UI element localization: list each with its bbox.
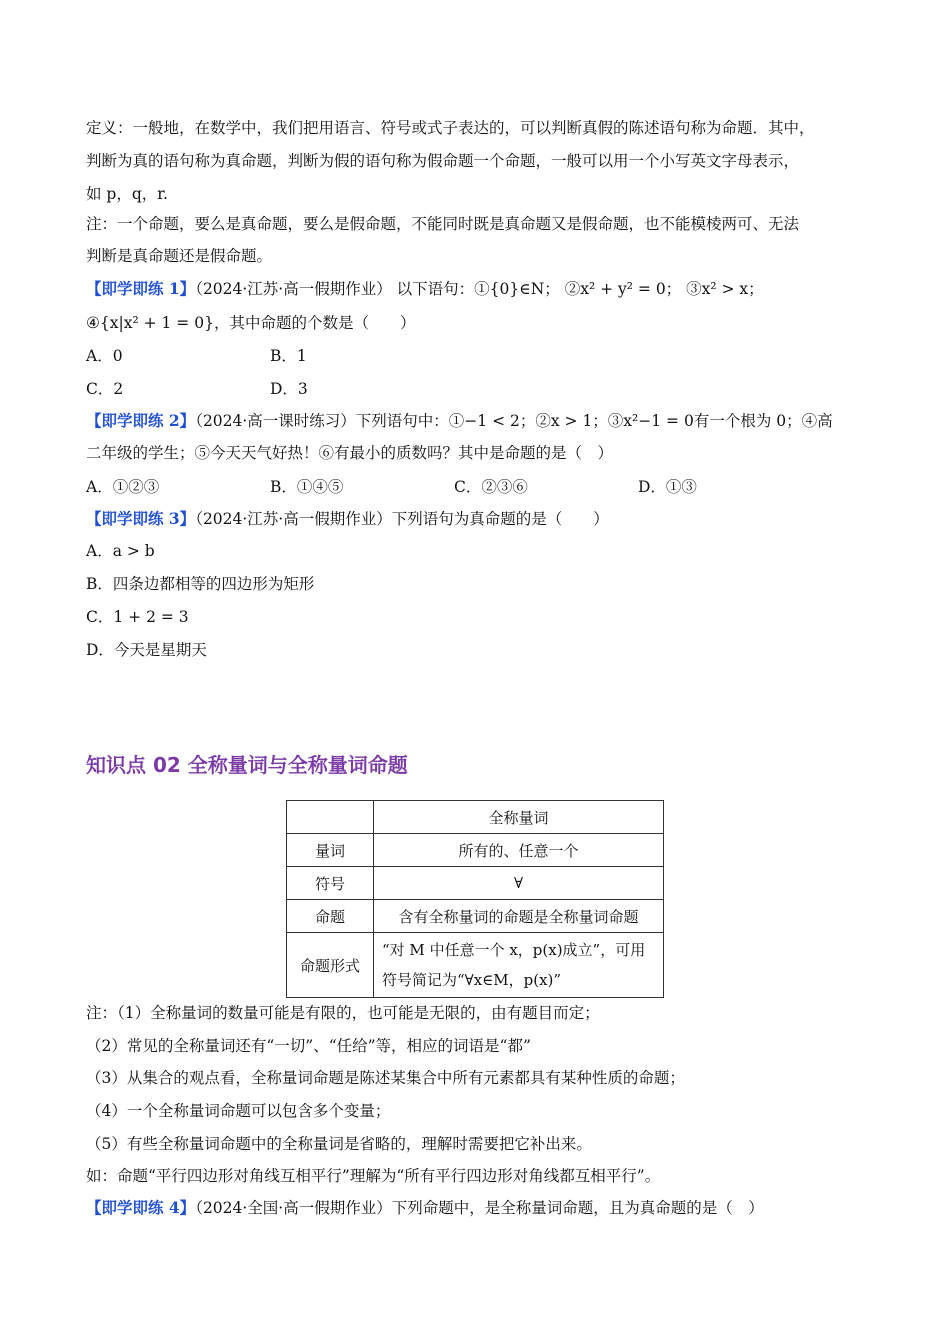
table-header-cell: 全称量词 bbox=[374, 801, 664, 834]
exercise-2-tag: 【即学即练 2】 bbox=[86, 411, 196, 430]
exercise-4-text-1: （2024·全国·高一假期作业）下列命题中，是全称量词命题，且为真命题的是（ ） bbox=[195, 1199, 764, 1217]
exercise-1-line-2: ④{x|x² + 1 = 0}，其中命题的个数是（ ） bbox=[86, 314, 416, 332]
exercise-2-option-c: C．②③⑥ bbox=[454, 478, 528, 496]
definition-line-3: 如 p，q，r. bbox=[86, 185, 168, 203]
table-header-row bbox=[287, 801, 664, 834]
exercise-3-tag: 【即学即练 3】 bbox=[86, 509, 196, 528]
exercise-3-option-c: C．1 + 2 = 3 bbox=[86, 608, 189, 626]
exercise-1-option-a: A．0 bbox=[86, 347, 123, 365]
table-row bbox=[287, 834, 664, 867]
table-row-value: 含有全称量词的命题是全称量词命题 bbox=[374, 900, 664, 933]
exercise-3-line-1 bbox=[86, 509, 609, 529]
exercise-1-option-c: C．2 bbox=[86, 380, 124, 398]
table-row bbox=[287, 867, 664, 900]
note1-line-1: 注：一个命题，要么是真命题，要么是假命题，不能同时既是真命题又是假命题，也不能模棱两可、无法 bbox=[86, 215, 800, 233]
note2-line-2: （2）常见的全称量词还有“一切”、“任给”等，相应的词语是“都” bbox=[86, 1037, 531, 1055]
table-form-line-1: “对 M 中任意一个 x，p(x)成立”，可用 bbox=[382, 941, 646, 959]
exercise-1-text-1: （2024·江苏·高一假期作业） 以下语句：①{0}∈N； ②x² + y² = 0； ③x² > x； bbox=[195, 280, 764, 298]
table-row-label: 命题形式 bbox=[287, 933, 374, 998]
exercise-4-tag: 【即学即练 4】 bbox=[86, 1198, 196, 1217]
exercise-3-option-b: B．四条边都相等的四边形为矩形 bbox=[86, 575, 315, 593]
table-form-line-2: 符号简记为“∀x∈M，p(x)” bbox=[382, 971, 562, 989]
exercise-4-line-1 bbox=[86, 1198, 764, 1218]
exercise-2-option-b: B．①④⑤ bbox=[270, 478, 344, 496]
exercise-2-option-d: D．①③ bbox=[638, 478, 697, 496]
table-row-label: 量词 bbox=[287, 834, 374, 867]
exercise-1-tag: 【即学即练 1】 bbox=[86, 279, 196, 298]
table-row-value: ∀ bbox=[374, 867, 664, 900]
table-row-value: 所有的、任意一个 bbox=[374, 834, 664, 867]
definition-line-2: 判断为真的语句称为真命题，判断为假的语句称为假命题一个命题，一般可以用一个小写英文字母表示， bbox=[86, 152, 800, 170]
definition-line-1: 定义：一般地，在数学中，我们把用语言、符号或式子表达的，可以判断真假的陈述语句称为命题．其中， bbox=[86, 119, 815, 137]
table-row bbox=[287, 900, 664, 933]
table-row-label: 符号 bbox=[287, 867, 374, 900]
table-header-empty bbox=[287, 801, 374, 834]
table-row-value bbox=[374, 933, 664, 998]
exercise-2-line-1 bbox=[86, 411, 833, 431]
note2-line-1: 注：（1）全称量词的数量可能是有限的，也可能是无限的，由有题目而定； bbox=[86, 1004, 600, 1022]
exercise-1-option-d: D．3 bbox=[270, 380, 308, 398]
exercise-2-line-2: 二年级的学生；⑤今天天气好热！⑥有最小的质数吗？其中是命题的是（ ） bbox=[86, 444, 614, 462]
note2-line-3: （3）从集合的观点看，全称量词命题是陈述某集合中所有元素都具有某种性质的命题； bbox=[86, 1069, 685, 1087]
note2-line-6: 如：命题“平行四边形对角线互相平行”理解为“所有平行四边形对角线都互相平行”。 bbox=[86, 1167, 661, 1185]
table-row-label: 命题 bbox=[287, 900, 374, 933]
note1-line-2: 判断是真命题还是假命题。 bbox=[86, 247, 273, 265]
note2-line-5: （5）有些全称量词命题中的全称量词是省略的，理解时需要把它补出来。 bbox=[86, 1135, 592, 1153]
exercise-3-option-a: A．a > b bbox=[86, 542, 155, 560]
exercise-3-text-1: （2024·江苏·高一假期作业）下列语句为真命题的是（ ） bbox=[195, 510, 609, 528]
exercise-2-option-a: A．①②③ bbox=[86, 478, 160, 496]
quantifier-table bbox=[286, 800, 664, 998]
note2-line-4: （4）一个全称量词命题可以包含多个变量； bbox=[86, 1102, 391, 1120]
exercise-1-line-1 bbox=[86, 279, 764, 299]
exercise-2-text-1: （2024·高一课时练习）下列语句中：①−1 < 2；②x > 1；③x²−1 = 0有一个根为 0；④高 bbox=[195, 412, 833, 430]
table-row bbox=[287, 933, 664, 998]
section-heading: 知识点 02 全称量词与全称量词命题 bbox=[86, 753, 408, 777]
exercise-1-option-b: B．1 bbox=[270, 347, 307, 365]
exercise-3-option-d: D．今天是星期天 bbox=[86, 641, 207, 659]
